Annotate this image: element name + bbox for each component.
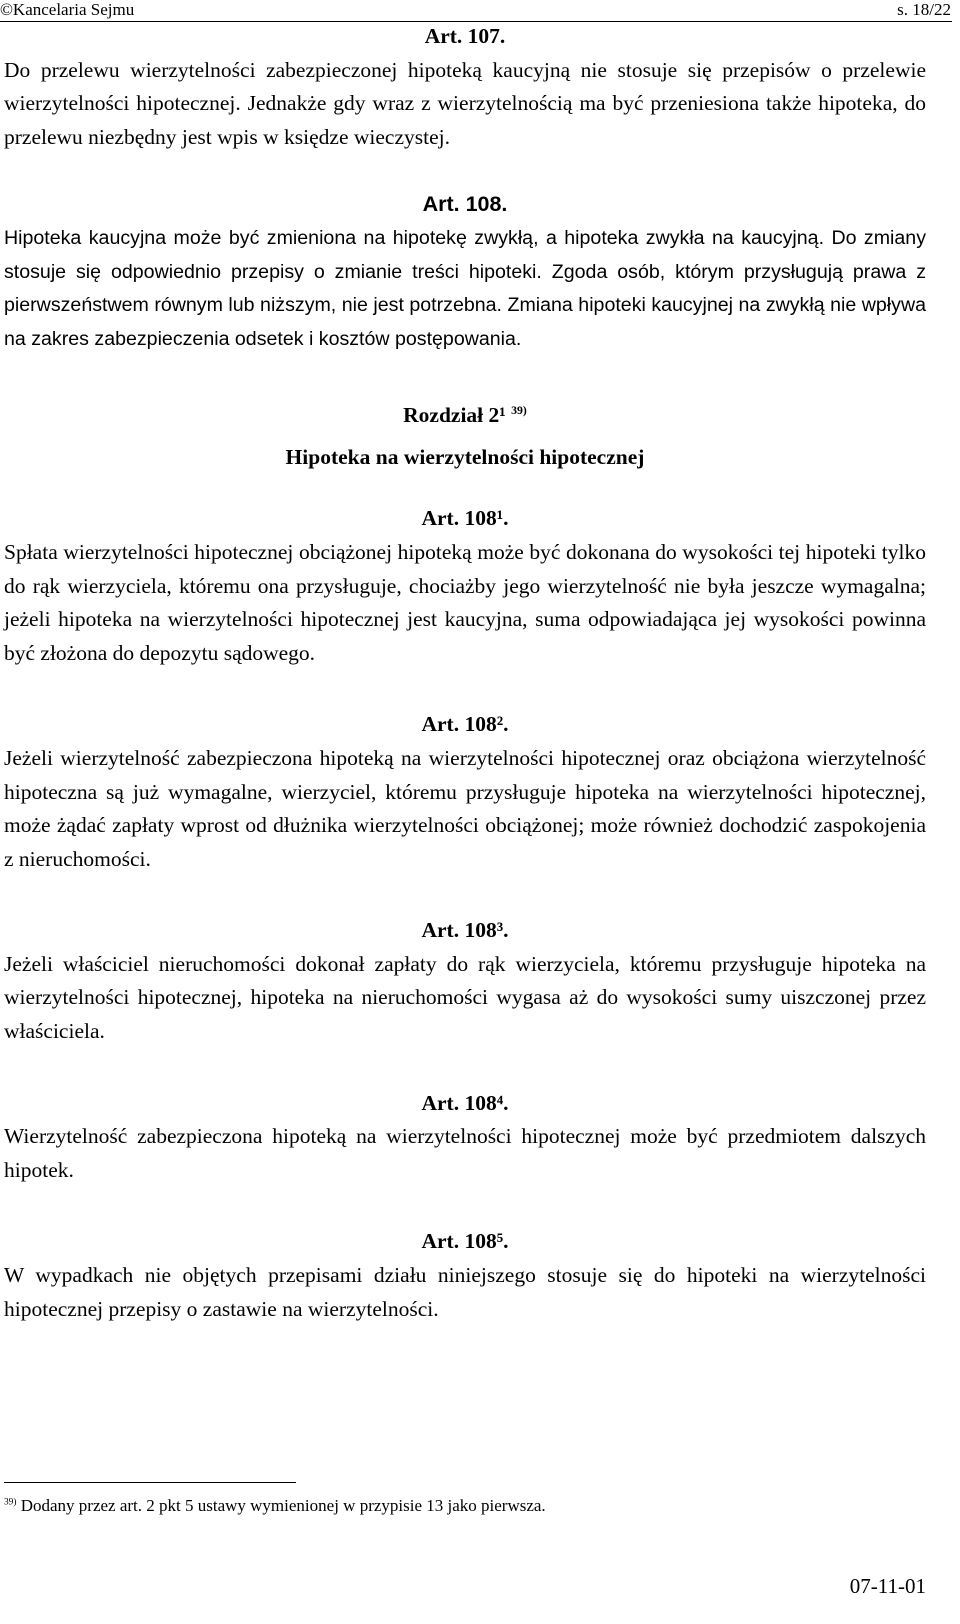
spacer xyxy=(4,670,926,708)
article-heading: Art. 108¹. xyxy=(421,506,509,531)
footnote-reference: 39) xyxy=(511,403,527,418)
article-text: Do przelewu wierzytelności zabezpieczonej hipoteką kaucyjną nie stosuje się przepisów o przelewie wierzytelności hipotecznej. Jednakże gdy wraz z wierzytelnością ma być przeniesiona także hipoteka, do przelewu niezbędny jest wpis w księdze wieczystej. xyxy=(4,57,926,149)
article-heading: Art. 108. xyxy=(422,192,508,217)
chapter-number: Rozdział 2¹ xyxy=(403,403,506,428)
footnote-separator xyxy=(4,1482,296,1483)
article-text: Spłata wierzytelności hipotecznej obciążonej hipoteką może być dokonana do wysokości tej hipoteki tylko do rąk wierzyciela, któremu ona przysługuje, chociażby jego wierzytelność nie była jeszcze wymagalna; jeżeli hipoteka na wierzytelności hipotecznej jest kaucyjna, suma odpowiadająca jej wysokości powinna być złożona do depozytu sądowego. xyxy=(4,539,926,665)
article-108-1 xyxy=(4,502,926,670)
article-107 xyxy=(4,20,926,154)
spacer xyxy=(4,356,926,394)
spacer xyxy=(4,876,926,914)
article-text: W wypadkach nie objętych przepisami działu niniejszego stosuje się do hipoteki na wierzytelności hipotecznej przepisy o zastawie na wierzytelności. xyxy=(4,1263,926,1321)
spacer xyxy=(4,154,926,188)
chapter-title: Hipoteka na wierzytelności hipotecznej xyxy=(285,445,645,470)
page-number: s. 18/22 xyxy=(897,0,951,19)
publisher-label: ©Kancelaria Sejmu xyxy=(0,0,135,19)
article-heading: Art. 108⁵. xyxy=(421,1229,509,1254)
spacer xyxy=(4,478,926,502)
page-header xyxy=(0,0,960,22)
article-text: Jeżeli wierzytelność zabezpieczona hipoteką na wierzytelności hipotecznej oraz obciążona wierzytelność hipoteczna są już wymagalne, wierzyciel, któremu przysługuje hipoteka na wierzytelności hipotecznej, może żądać zapłaty wprost od dłużnika wierzytelności obciążonej; może również dochodzić zaspokojenia z nieruchomości. xyxy=(4,745,926,871)
spacer xyxy=(4,1187,926,1225)
article-108-4 xyxy=(4,1087,926,1188)
article-heading: Art. 108³. xyxy=(421,918,509,943)
article-heading: Art. 107. xyxy=(424,24,506,48)
article-heading: Art. 108². xyxy=(421,712,509,737)
footnote-text: Dodany przez art. 2 pkt 5 ustawy wymienionej w przypisie 13 jako pierwsza. xyxy=(20,1496,546,1515)
spacer xyxy=(4,1049,926,1087)
article-108 xyxy=(4,188,926,356)
document-body xyxy=(4,20,926,1326)
chapter-2-1 xyxy=(4,394,926,478)
article-108-3 xyxy=(4,914,926,1048)
footnote xyxy=(4,1494,546,1518)
chapter-label xyxy=(4,394,926,436)
article-text: Wierzytelność zabezpieczona hipoteką na wierzytelności hipotecznej może być przedmiotem dalszych hipotek. xyxy=(4,1124,926,1182)
article-108-2 xyxy=(4,708,926,876)
article-text: Hipoteka kaucyjna może być zmieniona na hipotekę zwykłą, a hipoteka zwykła na kaucyjną. Do zmiany stosuje się odpowiednio przepisy o zmianie treści hipoteki. Zgoda osób, którym przysługują prawa z pierwszeństwem równym lub niższym, nie jest potrzebna. Zmiana hipoteki kaucyjnej na zwykłą nie wpływa na zakres zabezpieczenia odsetek i kosztów postępowania. xyxy=(4,226,926,350)
article-108-5 xyxy=(4,1225,926,1326)
article-text: Jeżeli właściciel nieruchomości dokonał zapłaty do rąk wierzyciela, któremu przysługuje hipoteka na wierzytelności hipotecznej, hipoteka na nieruchomości wygasa aż do wysokości sumy uiszczonej przez właściciela. xyxy=(4,951,926,1044)
document-date-code: 07-11-01 xyxy=(849,1574,926,1598)
article-heading: Art. 108⁴. xyxy=(421,1090,509,1115)
footnote-marker: 39) xyxy=(4,1497,17,1508)
